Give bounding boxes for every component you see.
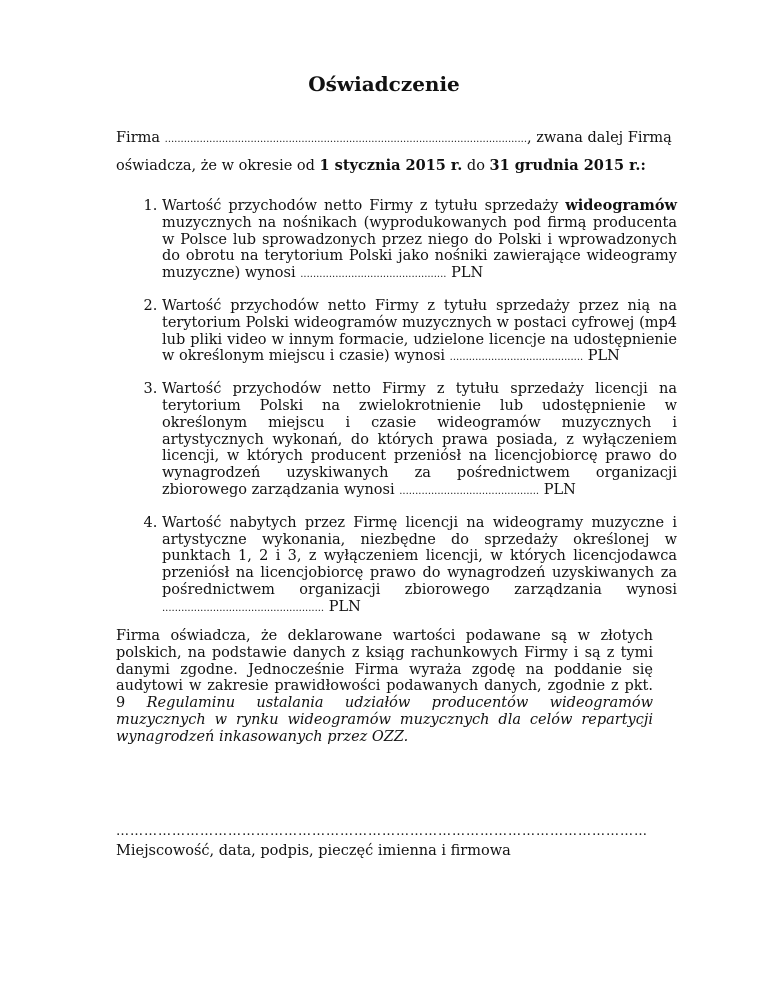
item-unit: PLN bbox=[446, 265, 484, 282]
signature-label: Miejscowość, data, podpis, pieczęć imienna i firmowa bbox=[116, 843, 511, 859]
list-item bbox=[162, 198, 677, 284]
firma-line bbox=[116, 130, 672, 146]
closing-paragraph bbox=[116, 628, 653, 746]
item-unit: PLN bbox=[324, 598, 361, 615]
item-text: Wartość przychodów netto Firmy z tytułu sprzedaży bbox=[162, 198, 566, 214]
item-text-continued: muzycznych na nośnikach (wyprodukowanych pod firmą producenta w Polsce lub sprowadzonych przez niego do Polski i wprowadzonych do obrotu na terytorium Polski jako nośniki zawierające wideogramy muzyczne) wynosi bbox=[162, 214, 677, 282]
item-text: Wartość nabytych przez Firmę licencji na wideogramy muzyczne i artystyczne wykonania, niezbędne do sprzedaży określonej w punktach 1, 2 i 3, z wyłączeniem licencji, w których licencjodawca przeniósł na licencjobiorcę prawo do wynagrodzeń uzyskiwanych za pośrednictwem organizacji zbiorowego zarządzania wynosi bbox=[162, 514, 677, 598]
item-blank: .......................................... bbox=[449, 352, 584, 364]
list-item bbox=[162, 515, 677, 618]
item-unit: PLN bbox=[539, 481, 576, 498]
item-blank: .............................................. bbox=[300, 269, 447, 281]
document-title: Oświadczenie bbox=[308, 72, 460, 96]
firma-label: Firma bbox=[116, 130, 161, 146]
firma-blank: .................................................................................................................. bbox=[164, 134, 528, 145]
firma-suffix: , zwana dalej Firmą bbox=[527, 130, 672, 146]
closing-text: Firma oświadcza, że deklarowane wartości podawane są w złotych polskich, na podstawie danych z ksiąg rachunkowych Firmy i są z tymi danymi zgodne. Jednocześnie Firma wyraża zgodę na poddanie się audytowi w zakresie prawidłowości podawanych danych, zgodnie z pkt. 9 bbox=[116, 628, 653, 712]
list-item bbox=[162, 298, 677, 367]
item-text: Wartość przychodów netto Firmy z tytułu sprzedaży przez nią na terytorium Polski wideogramów muzycznych w postaci cyfrowej (mp4 lub pliki video w innym formacie, udzielone licencje na udostępnienie w określonym miejscu i czasie) wynosi bbox=[162, 297, 677, 365]
signature-line: …………………………………………………………………………………………………… bbox=[116, 824, 648, 839]
item-blank: ............................................ bbox=[399, 485, 540, 497]
list-item bbox=[162, 381, 677, 501]
date-from: 1 stycznia 2015 r. bbox=[319, 157, 463, 174]
item-unit: PLN bbox=[583, 348, 620, 365]
item-blank: ................................................... bbox=[162, 602, 325, 614]
period-prefix: oświadcza, że w okresie od bbox=[116, 158, 320, 174]
declaration-list bbox=[138, 198, 677, 632]
item-text: Wartość przychodów netto Firmy z tytułu sprzedaży licencji na terytorium Polski na zwielokrotnienie lub udostępnienie w określonym miejscu i czasie wideogramów muzycznych i artystycznych wykonań, do których prawa posiada, z wyłączeniem licencji, w których producent przeniósł na licencjobiorcę prawo do wynagrodzeń uzyskiwanych za pośrednictwem organizacji zbiorowego zarządzania wynosi bbox=[162, 381, 677, 498]
period-mid: do bbox=[462, 158, 490, 174]
regulation-title: Regulaminu ustalania udziałów producentów wideogramów muzycznych w rynku wideogramów muzycznych dla celów repartycji wynagrodzeń inkasowanych przez OZZ. bbox=[116, 695, 653, 745]
item-bold-text: wideogramów bbox=[565, 197, 677, 214]
date-to: 31 grudnia 2015 r.: bbox=[489, 157, 646, 174]
period-line bbox=[116, 157, 646, 174]
